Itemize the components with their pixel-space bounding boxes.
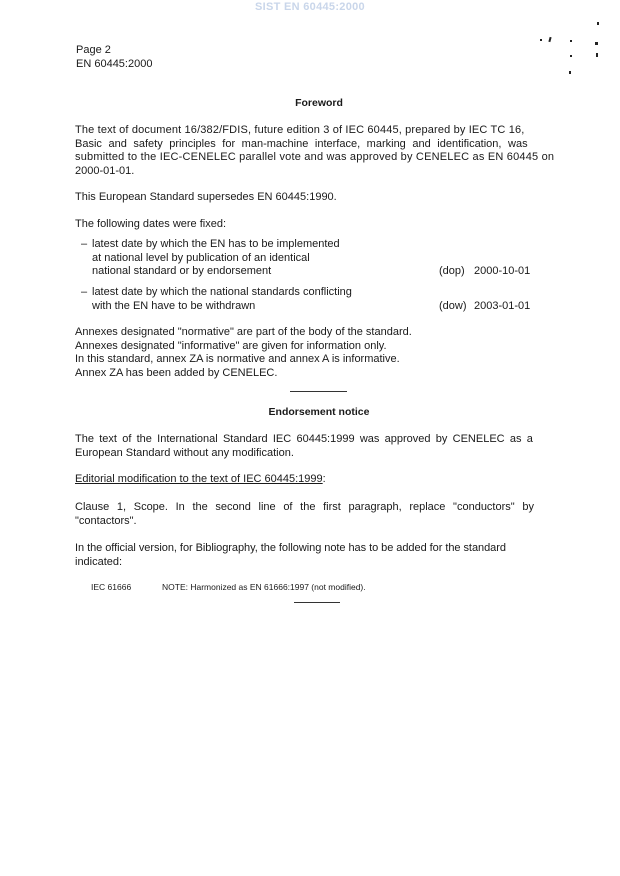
official-line: In the official version, for Bibliography, the following note has to be added for the standard: [75, 542, 506, 554]
end-divider: [294, 602, 340, 603]
date-code: (dow): [439, 300, 467, 312]
standard-id: EN 60445:2000: [76, 58, 153, 70]
note-text: NOTE: Harmonized as EN 61666:1997 (not modified).: [162, 582, 366, 592]
dash-bullet: –: [81, 286, 88, 298]
page-header: [76, 43, 152, 71]
foreword-title: Foreword: [295, 97, 343, 109]
intro-line: The text of document 16/382/FDIS, future edition 3 of IEC 60445, prepared by IEC TC 16,: [75, 124, 525, 136]
date-item-text: [92, 238, 432, 279]
dates-intro: The following dates were fixed:: [75, 218, 227, 230]
endorsement-text: [75, 433, 563, 460]
date-item-line: with the EN have to be withdrawn: [92, 299, 256, 312]
intro-line: submitted to the IEC-CENELEC parallel vote and was approved by CENELEC as EN 60445 on: [75, 151, 555, 163]
clause-text: [75, 501, 563, 528]
modification-heading-text: Editorial modification to the text of IEC 60445:1999: [75, 473, 323, 485]
official-version-text: [75, 542, 563, 569]
date-item-text: [92, 286, 432, 313]
annex-line: Annexes designated "normative" are part of the body of the standard.: [75, 326, 412, 338]
date-item-line: latest date by which the EN has to be implemented: [92, 238, 340, 250]
clause-line: "contactors".: [75, 514, 137, 527]
date-value: 2000-10-01: [474, 265, 531, 277]
modification-heading-colon: :: [322, 473, 326, 485]
scan-marks: [530, 18, 610, 88]
dash-bullet: –: [81, 238, 88, 250]
section-divider: [290, 391, 347, 392]
modification-heading: [75, 473, 563, 487]
endorsement-line: European Standard without any modification.: [75, 446, 294, 459]
annex-notes: [75, 326, 563, 380]
date-value: 2003-01-01: [474, 300, 531, 312]
foreword-intro: [75, 124, 563, 178]
endorsement-line: The text of the International Standard IEC 60445:1999 was approved by CENELEC as a: [75, 433, 533, 445]
watermark: SIST EN 60445:2000: [255, 1, 365, 13]
date-item-line: at national level by publication of an identical: [92, 251, 310, 264]
intro-line: Basic and safety principles for man-machine interface, marking and identification, was: [75, 137, 528, 150]
annex-line: In this standard, annex ZA is normative and annex A is informative.: [75, 353, 400, 365]
note-standard: IEC 61666: [91, 582, 132, 592]
date-code: (dop): [439, 265, 465, 277]
date-item-line: latest date by which the national standards conflicting: [92, 286, 352, 298]
annex-line: Annexes designated "informative" are given for information only.: [75, 339, 387, 352]
annex-line: Annex ZA has been added by CENELEC.: [75, 366, 278, 379]
clause-line: Clause 1, Scope. In the second line of the first paragraph, replace "conductors" by: [75, 501, 534, 513]
endorsement-title: Endorsement notice: [268, 406, 370, 418]
supersedes-text: This European Standard supersedes EN 60445:1990.: [75, 191, 337, 203]
intro-line: 2000-01-01.: [75, 164, 135, 177]
page-number: Page 2: [76, 44, 111, 56]
official-line: indicated:: [75, 555, 123, 568]
date-item-line: national standard or by endorsement: [92, 265, 272, 277]
